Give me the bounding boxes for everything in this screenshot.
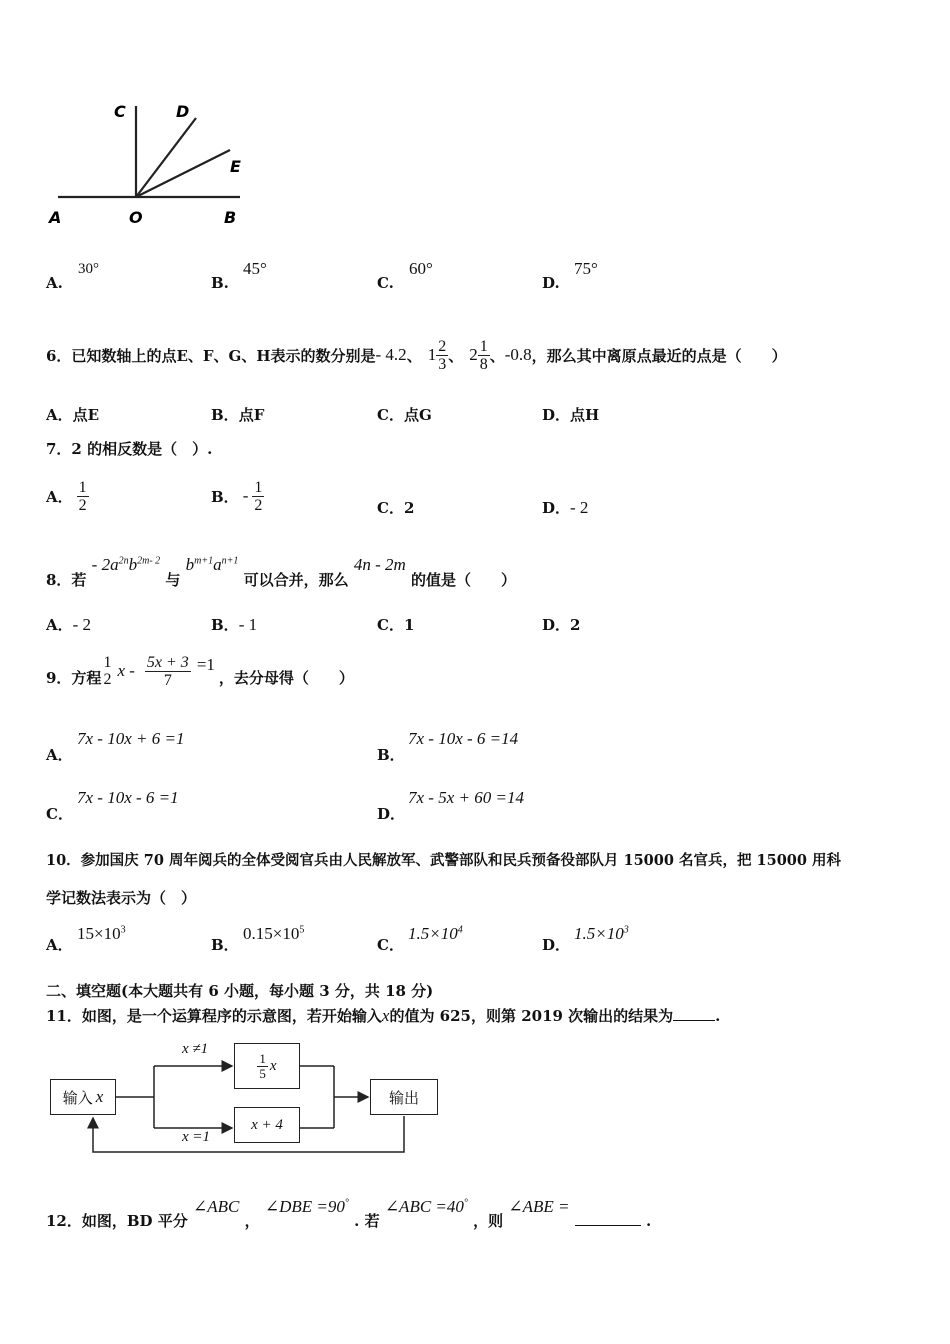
q9-stem: 9．方程 1 2 x - $\frac{5x + 3}{7}$ =1 ，去分母得（ ） <box>46 653 354 689</box>
q8-term1: - $2a^{2n}b^{2m- 2}$ <box>91 555 161 574</box>
q6-option-b[interactable]: B．点F <box>211 406 265 424</box>
q5-option-a[interactable]: A. <box>46 274 63 292</box>
q7-option-a[interactable]: A． $\frac{1}{2}$ <box>46 478 87 514</box>
angle-diagram <box>44 100 254 230</box>
q8-expr: 4n - 2m <box>353 555 406 574</box>
q10-option-d-label[interactable]: D． <box>542 936 571 954</box>
q12-stem: 12．如图，BD 平分 ∠ABC ， ∠DBE =90° . 若 ∠ABC =40° ，则 ∠ABE = . <box>46 1197 652 1230</box>
q11-stem: 11．如图，是一个运算程序的示意图，若开始输入x的值为 625，则第 2019 次输出的结果为 . <box>46 1006 721 1025</box>
label-a: A <box>49 208 62 227</box>
q8-stem: 8．若 - $2a^{2n}b^{2m- 2}$ 与 $b^{m+1}a^{n+1}$ 可以合并，那么 4n - 2m 的值是（ ） <box>46 555 517 589</box>
flow-op-bottom-box: x + 4 <box>234 1107 300 1143</box>
label-c: C <box>114 102 126 121</box>
q5-option-d[interactable]: D. <box>542 274 560 292</box>
q9-option-a-value: 7x - 10x + 6 =1 <box>77 729 185 748</box>
label-e: E <box>230 157 241 176</box>
q10-option-c-value: $1.5\times 10^4$ <box>408 924 463 943</box>
flow-output-box: 输出 <box>370 1079 438 1115</box>
q8-option-c[interactable]: C．1 <box>377 616 415 634</box>
q10-stem-line2: 学记数法表示为（ ） <box>46 889 197 907</box>
q10-option-b-value: $0.15\times 10^5$ <box>243 924 305 943</box>
q10-option-a-value: $15\times 10^3$ <box>77 924 126 943</box>
q5-option-d-value: 75° <box>574 259 598 278</box>
q11-answer-blank[interactable] <box>673 1020 715 1021</box>
q5-option-b[interactable]: B. <box>211 274 229 292</box>
q8-option-d[interactable]: D．2 <box>542 616 581 634</box>
q6-frac-2-3: $\frac{2}{3}$ <box>438 337 447 373</box>
q11-flowchart <box>44 1038 444 1158</box>
q6-frac-1-8: $\frac{1}{8}$ <box>479 337 488 373</box>
q6-option-a[interactable]: A．点E <box>46 406 100 424</box>
label-d: D <box>176 102 190 121</box>
flow-input-box: 输入 x <box>50 1079 116 1115</box>
q6-option-d[interactable]: D．点H <box>542 406 600 424</box>
q9-option-b-value: 7x - 10x - 6 =14 <box>408 729 519 748</box>
flow-cond-top: x ≠1 <box>182 1041 209 1057</box>
q10-option-d-value: $1.5\times 10^3$ <box>574 924 629 943</box>
q9-option-d-value: 7x - 5x + 60 =14 <box>408 788 524 807</box>
q5-option-a-value: 30° <box>78 261 99 277</box>
q10-option-c-label[interactable]: C． <box>377 936 404 954</box>
q10-stem-line1: 10．参加国庆 70 周年阅兵的全体受阅官兵由人民解放军、武警部队和民兵预备役部队月 15000 名官兵，把 15000 用科 <box>46 852 842 869</box>
q10-option-a-label[interactable]: A． <box>46 936 73 954</box>
q7-stem: 7．2 的相反数是（ ）. <box>46 440 213 458</box>
q6-option-c[interactable]: C．点G <box>377 406 432 424</box>
q9-option-b-label[interactable]: B． <box>377 746 405 764</box>
q9-option-d-label[interactable]: D． <box>377 805 406 823</box>
q5-option-c-value: 60° <box>409 259 433 278</box>
q7-option-b[interactable]: B． - $\frac{1}{2}$ <box>211 478 263 514</box>
flow-op-top-box: $\frac{1}{5}$ x <box>234 1043 300 1089</box>
q9-option-c-value: 7x - 10x - 6 =1 <box>77 788 179 807</box>
q10-option-b-label[interactable]: B． <box>211 936 239 954</box>
q5-option-b-value: 45° <box>243 259 267 278</box>
q5-option-c[interactable]: C. <box>377 274 394 292</box>
q12-answer-blank[interactable] <box>575 1225 641 1226</box>
flow-cond-bottom: x =1 <box>182 1129 211 1145</box>
section-2-title: 二、填空题(本大题共有 6 小题，每小题 3 分，共 18 分) <box>46 982 434 1000</box>
q7-option-d[interactable]: D．- 2 <box>542 498 589 517</box>
ray-od <box>136 118 196 197</box>
q6-stem: 6．已知数轴上的点E、F、G、H表示的数分别是 - 4.2 、 1 $\frac{2}{3}$ 、 2 $\frac{1}{8}$ 、 -0.8 ，那么其中离原点最近的点是（ ） <box>46 337 787 373</box>
q8-term2: $b^{m+1}a^{n+1}$ <box>185 555 239 574</box>
q5-angle-figure <box>44 100 254 230</box>
label-o: O <box>129 208 143 227</box>
q8-option-b[interactable]: B．- 1 <box>211 615 258 634</box>
q8-option-a[interactable]: A．- 2 <box>46 615 92 634</box>
q9-option-a-label[interactable]: A． <box>46 746 73 764</box>
label-b: B <box>224 208 237 227</box>
q7-option-c[interactable]: C．2 <box>377 499 415 517</box>
ray-oe <box>136 150 230 197</box>
q9-option-c-label[interactable]: C． <box>46 805 73 823</box>
